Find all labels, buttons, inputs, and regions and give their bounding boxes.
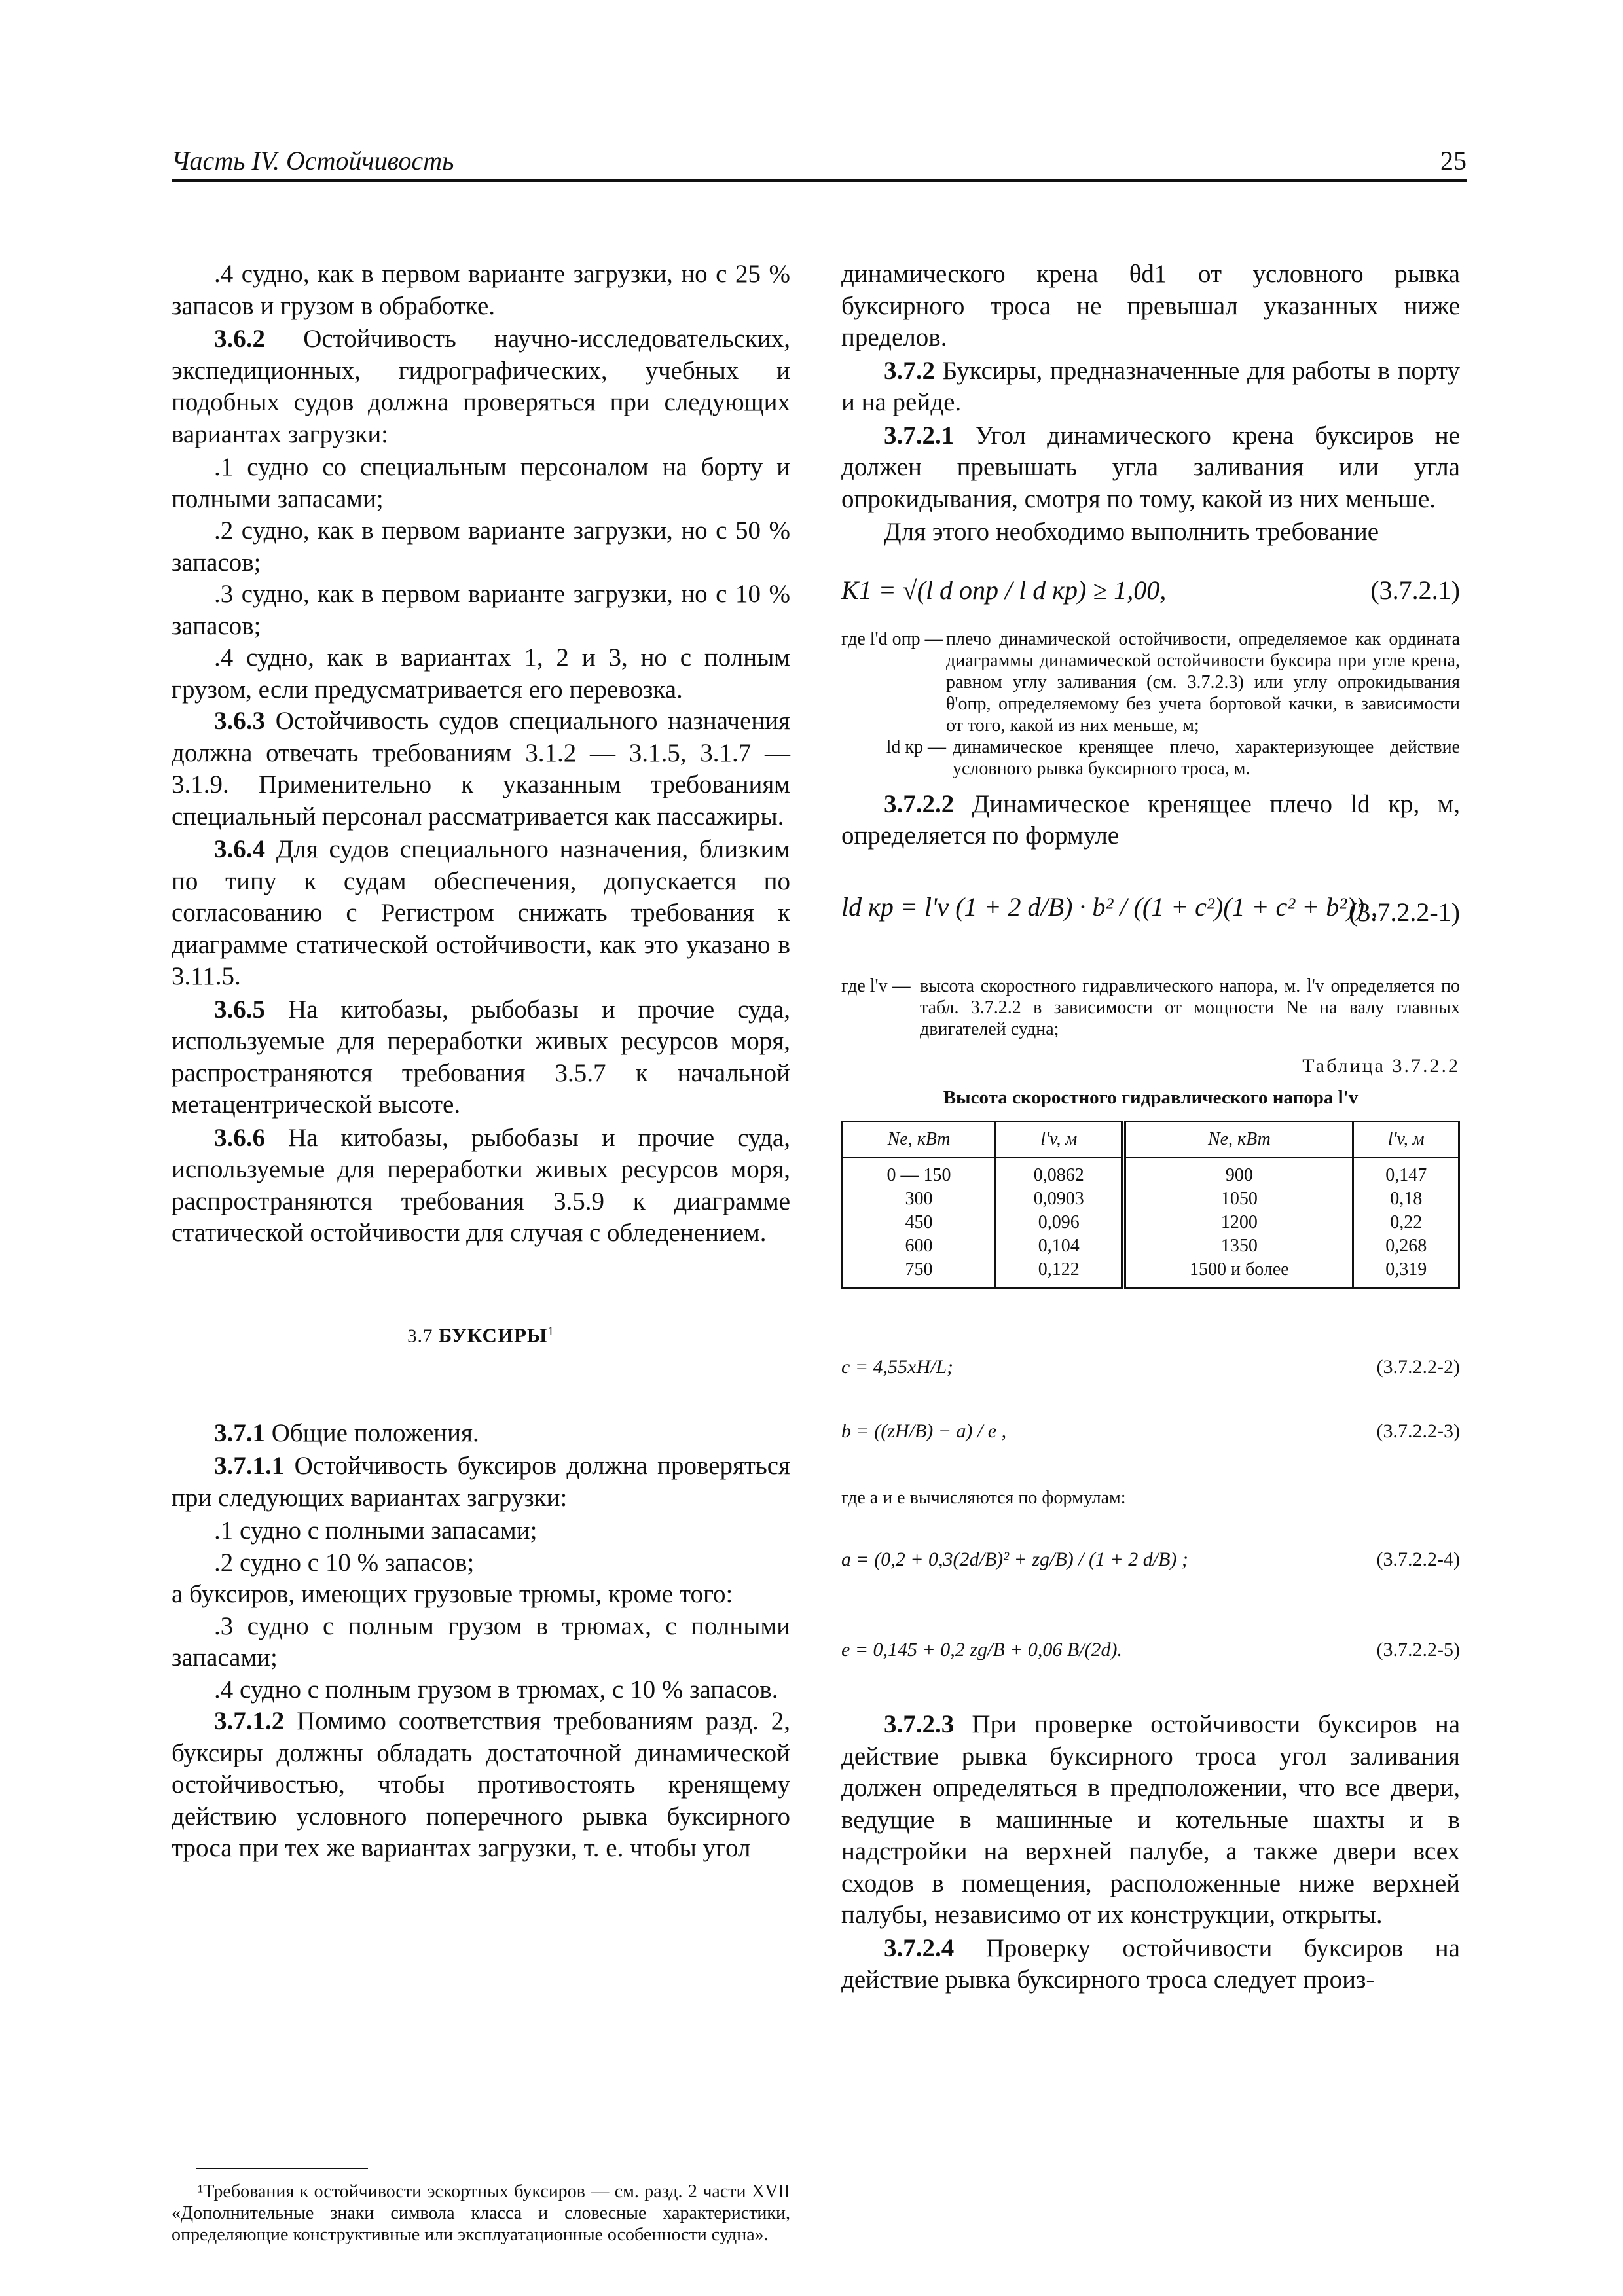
paragraph-text: Остойчивость судов специального назначения должна отвечать требованиям 3.1.2 — 3.1.5, 3.1.7 — 3.1.9. Применительно к указанным требованиям специальный персонал рассматривается как пассажиры. bbox=[172, 707, 790, 831]
paragraph-3-7-1 bbox=[172, 1418, 790, 1450]
clause-number: 3.6.2 bbox=[214, 325, 265, 353]
legend-symbol: где l'd опр — bbox=[841, 628, 943, 649]
paragraph-3-7-2 bbox=[841, 355, 1460, 419]
paragraph-3-6-6 bbox=[172, 1122, 790, 1249]
clause-number: 3.7.1.2 bbox=[214, 1707, 285, 1736]
paragraph-text: Динамическое кренящее плечо ld кр, м, определяется по формуле bbox=[841, 789, 1460, 850]
formula-expression: b = ((zH/B) − a) / e , bbox=[841, 1420, 1007, 1442]
clause-number: 3.7.2.4 bbox=[884, 1933, 955, 1962]
paragraph-3-6-4 bbox=[172, 834, 790, 993]
table-cell bbox=[843, 1157, 996, 1287]
formula-3-7-2-2-5 bbox=[841, 1628, 1460, 1680]
legend-text: высота скоростного гидравлического напора, м. l'v определяется по табл. 3.7.2.2 в зависимости от мощности Ne на валу главных двигателей судна; bbox=[920, 975, 1460, 1039]
cell-value: 0,0862 bbox=[1033, 1164, 1084, 1185]
cell-value: 0,147 bbox=[1385, 1164, 1427, 1185]
paragraph-3-7-1-1 bbox=[172, 1450, 790, 1514]
formula-expression: ld кр = l'v (1 + 2 d/B) · b² / ((1 + c²)(1 + c² + b²)) , bbox=[841, 891, 1377, 922]
legend-text: динамическое кренящее плечо, характеризующее действие условного рывка буксирного троса, м. bbox=[953, 736, 1460, 779]
list-item: .2 судно, как в первом варианте загрузки, но с 50 % запасов; bbox=[172, 516, 790, 577]
table-cell bbox=[1353, 1157, 1459, 1287]
table-cell bbox=[1123, 1157, 1353, 1287]
paragraph-text: Помимо соответствия требованиям разд. 2, буксиры должны обладать достаточной динамической остойчивостью, чтобы противостоять кренящему действию условного поперечного рывка буксирного троса при тех же вариантах загрузки, т. е. чтобы угол bbox=[172, 1707, 790, 1863]
list-item: .1 судно с полными запасами; bbox=[214, 1516, 538, 1545]
page-number: 25 bbox=[1440, 146, 1467, 175]
cell-value: 0,18 bbox=[1390, 1188, 1423, 1209]
paragraph-text: На китобазы, рыбобазы и прочие суда, используемые для переработки живых ресурсов моря, распространяются требования 3.5.7 к начальной метацентрической высоте. bbox=[172, 995, 790, 1119]
table-header: l'v, м bbox=[996, 1121, 1124, 1157]
table-header-row bbox=[843, 1121, 1459, 1157]
formula-number: (3.7.2.2-4) bbox=[1376, 1549, 1460, 1570]
left-column bbox=[172, 259, 790, 1866]
paragraph: Для этого необходимо выполнить требование bbox=[884, 518, 1379, 546]
formula-number: (3.7.2.2-2) bbox=[1376, 1355, 1460, 1378]
data-table bbox=[841, 1121, 1460, 1289]
section-heading bbox=[172, 1316, 790, 1352]
table-header: l'v, м bbox=[1353, 1121, 1459, 1157]
cell-value: 1050 bbox=[1220, 1188, 1258, 1209]
cell-value: 0,104 bbox=[1038, 1235, 1080, 1256]
list-item: .3 судно с полным грузом в трюмах, с полными запасами; bbox=[172, 1611, 790, 1672]
paragraph-3-7-2-4 bbox=[841, 1933, 1460, 1996]
formula-3-7-2-2-4 bbox=[841, 1527, 1460, 1599]
paragraph-text: Остойчивость научно-исследовательских, экспедиционных, гидрографических, учебных и подобных судов должна проверяться при следующих вариантах загрузки: bbox=[172, 325, 790, 448]
clause-number: 3.7.2.3 bbox=[884, 1710, 955, 1738]
table-caption: Таблица 3.7.2.2 bbox=[1302, 1054, 1460, 1077]
clause-number: 3.7.1.1 bbox=[214, 1452, 285, 1480]
paragraph-text: Остойчивость буксиров должна проверяться при следующих вариантах загрузки: bbox=[172, 1452, 790, 1512]
section-number: 3.7 bbox=[407, 1325, 439, 1347]
formula-expression: a = (0,2 + 0,3(2d/B)² + zg/B) / (1 + 2 d/B) ; bbox=[841, 1549, 1188, 1570]
cell-value: 750 bbox=[905, 1259, 933, 1280]
formula-3-7-2-2-3 bbox=[841, 1418, 1460, 1454]
cell-value: 0,319 bbox=[1385, 1259, 1427, 1280]
formula-expression: c = 4,55xH/L; bbox=[841, 1355, 954, 1378]
clause-number: 3.6.3 bbox=[214, 707, 265, 735]
formula-legend bbox=[841, 628, 1460, 780]
paragraph-text: При проверке остойчивости буксиров на действие рывка буксирного троса угол заливания должен определяться в предположении, что все двери, ведущие в машинные и котельные шахты и в надстройки на верхней палубе, а также двери всех сходов в помещения, расположенные ниже верхней палубы, независимо от их конструкции, открыты. bbox=[841, 1710, 1460, 1929]
clause-number: 3.6.4 bbox=[214, 835, 265, 863]
list-item: .1 судно со специальным персоналом на борту и полными запасами; bbox=[172, 453, 790, 513]
formula-3-7-2-2-2 bbox=[841, 1354, 1460, 1390]
legend-symbol: где l'v — bbox=[841, 975, 911, 996]
list-item: а буксиров, имеющих грузовые трюмы, кроме того: bbox=[172, 1580, 733, 1609]
clause-number: 3.7.1 bbox=[214, 1418, 265, 1447]
formula-legend bbox=[841, 975, 1460, 1040]
clause-number: 3.7.2.1 bbox=[884, 421, 955, 450]
paragraph-text: Общие положения. bbox=[265, 1418, 479, 1447]
formula-number: (3.7.2.1) bbox=[1370, 575, 1460, 605]
paragraph-text: Буксиры, предназначенные для работы в порту и на рейде. bbox=[841, 356, 1460, 416]
cell-value: 0,0903 bbox=[1033, 1188, 1084, 1209]
paragraph-3-6-5 bbox=[172, 994, 790, 1121]
cell-value: 0 — 150 bbox=[886, 1164, 951, 1185]
paragraph-3-7-2-2 bbox=[841, 789, 1460, 852]
list-item: .2 судно с 10 % запасов; bbox=[214, 1548, 475, 1577]
paragraph-text: Проверку остойчивости буксиров на действие рывка буксирного троса следует произ- bbox=[841, 1933, 1460, 1994]
list-item: .3 судно, как в первом варианте загрузки, но с 10 % запасов; bbox=[172, 580, 790, 640]
formula-expression: e = 0,145 + 0,2 zg/B + 0,06 B/(2d). bbox=[841, 1639, 1123, 1660]
paragraph-text: На китобазы, рыбобазы и прочие суда, используемые для переработки живых ресурсов моря, распространяются требования 3.5.9 к диаграмме статической остойчивости для случая с обледенением. bbox=[172, 1123, 790, 1247]
paragraph-text: Угол динамического крена буксиров не должен превышать угла заливания или угла опрокидывания, смотря по тому, какой из них меньше. bbox=[841, 421, 1460, 513]
cell-value: 0,268 bbox=[1385, 1235, 1427, 1256]
page-header bbox=[172, 145, 1467, 185]
cell-value: 1500 и более bbox=[1190, 1259, 1289, 1280]
running-title: Часть IV. Остойчивость bbox=[172, 146, 454, 175]
footnote-rule bbox=[196, 2168, 368, 2169]
cell-value: 900 bbox=[1225, 1164, 1253, 1185]
formula-number: (3.7.2.2-5) bbox=[1376, 1639, 1460, 1660]
formula-note: где a и e вычисляются по формулам: bbox=[841, 1487, 1126, 1508]
cell-value: 600 bbox=[905, 1235, 933, 1256]
table-title: Высота скоростного гидравлического напора l'v bbox=[943, 1087, 1359, 1108]
paragraph-3-6-2 bbox=[172, 323, 790, 450]
clause-number: 3.7.2 bbox=[884, 356, 935, 385]
paragraph-3-7-1-2 bbox=[172, 1706, 790, 1865]
clause-number: 3.7.2.2 bbox=[884, 789, 955, 818]
formula-number: (3.7.2.2-3) bbox=[1376, 1420, 1460, 1442]
paragraph-3-6-3 bbox=[172, 706, 790, 833]
right-column bbox=[841, 259, 1460, 1998]
paragraph: .4 судно, как в первом варианте загрузки, но с 25 % запасов и грузом в обработке. bbox=[172, 260, 790, 320]
legend-symbol: ld кр — bbox=[886, 736, 946, 757]
cell-value: 0,096 bbox=[1038, 1211, 1080, 1232]
formula-number: (3.7.2.2-1) bbox=[1349, 897, 1460, 927]
formula-3-7-2-1 bbox=[841, 569, 1460, 615]
table-row bbox=[843, 1157, 1459, 1287]
cell-value: 0,22 bbox=[1390, 1211, 1423, 1232]
list-item: .4 судно, как в вариантах 1, 2 и 3, но с полным грузом, если предусматривается его перевозка. bbox=[172, 643, 790, 704]
formula-3-7-2-2-1 bbox=[841, 878, 1460, 957]
paragraph-3-7-2-1 bbox=[841, 420, 1460, 516]
paragraph: динамического крена θd1 от условного рывка буксирного троса не превышал указанных ниже пределов. bbox=[841, 260, 1460, 351]
section-title: БУКСИРЫ bbox=[438, 1323, 548, 1347]
clause-number: 3.6.5 bbox=[214, 995, 265, 1024]
cell-value: 1200 bbox=[1220, 1211, 1258, 1232]
header-rule bbox=[172, 179, 1467, 182]
cell-value: 300 bbox=[905, 1188, 933, 1209]
list-item: .4 судно с полным грузом в трюмах, с 10 % запасов. bbox=[214, 1675, 778, 1704]
cell-value: 0,122 bbox=[1038, 1259, 1080, 1280]
footnote-marker: 1 bbox=[547, 1324, 555, 1338]
table-cell bbox=[996, 1157, 1124, 1287]
footnote-text: ¹Требования к остойчивости эскортных буксиров — см. разд. 2 части XVII «Дополнительные знаки символа класса и словесные характеристики, определяющие конструктивные или эксплуатационные особенности судна». bbox=[172, 2181, 790, 2245]
cell-value: 450 bbox=[905, 1211, 933, 1232]
table-header: Ne, кВт bbox=[1123, 1121, 1353, 1157]
cell-value: 1350 bbox=[1220, 1235, 1258, 1256]
legend-text: плечо динамической остойчивости, определяемое как ордината диаграммы динамической остойчивости буксира при угле крена, равном углу заливания (см. 3.7.2.3) или углу опрокидывания θ'опр, определяемому без учета бортовой качки, в зависимости от того, какой из них меньше, м; bbox=[946, 628, 1460, 736]
footnote bbox=[172, 2181, 790, 2246]
clause-number: 3.6.6 bbox=[214, 1123, 265, 1152]
table-header: Ne, кВт bbox=[843, 1121, 996, 1157]
formula-expression: K1 = √(l d опр / l d кр) ≥ 1,00, bbox=[841, 575, 1167, 605]
paragraph-3-7-2-3 bbox=[841, 1709, 1460, 1931]
paragraph-text: Для судов специального назначения, близким по типу к судам обеспечения, допускается по согласованию с Регистром снижать требования к диаграмме статической остойчивости, как это указано в 3.11.5. bbox=[172, 835, 790, 990]
